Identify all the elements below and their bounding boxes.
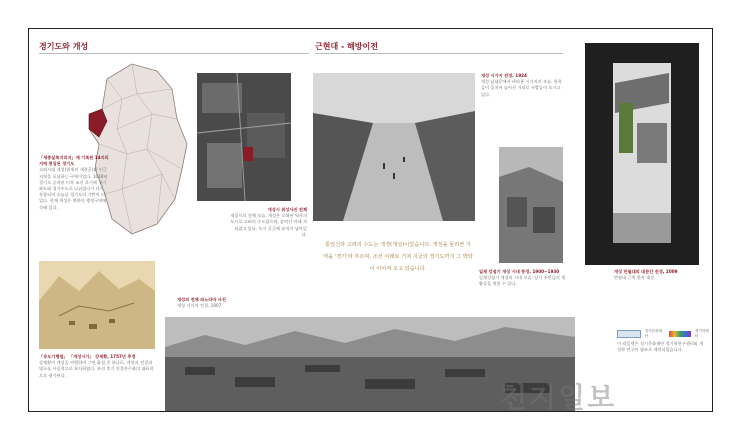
aerial-photo	[197, 73, 291, 201]
panorama-caption-body: 개성 시가지 전경, 1907	[177, 303, 222, 309]
map-caption-body: 고려시대 개성(현재의 개풍군)과 인근 지역을 포함하는 구역이었다. 1018년 경기로 승격된 이후 조선 초기에 경기좌도와 경기우도로 나뉘었다가 다시 통합되어 오늘날 경기도의 기반이 되었다. 현재 개성은 북한의 행정구역에 속해 있다.	[39, 167, 108, 210]
street-caption-body: 개성 남대문에서 바라본 시가지의 모습. 한옥들이 줄지어 늘어선 거리로 사람들이 오가고 있다.	[481, 79, 562, 97]
left-section-title: 경기도와 개성	[39, 41, 89, 51]
intro-text: 통일신라 고려의 수도는 개경(개성)이었습니다. 개성을 둘러싼 지역을 '경기'라 부르며, 조선 이래로 거쳐 지금의 경기도까지 그 맥락이 이어져 오고 있습니다.	[323, 242, 473, 272]
painting-caption-body: 강세황이 개성을 여행하며 그린 화첩 중 하나로, 개성의 전경과 명소를 사실적으로 묘사하였다. 조선 후기 진경산수화의 대표작으로 평가된다.	[39, 360, 154, 378]
door-caption-body: 만월대 근처 한옥 대문	[614, 275, 655, 281]
logo-row	[617, 329, 712, 339]
street-caption-heading: 개성 시가지 전경, 1924	[481, 73, 527, 78]
center-logo-icon	[669, 331, 691, 337]
house-caption-heading: 일제 강점기 개성 시내 풍경, 1900~1930	[479, 269, 560, 274]
street-caption	[481, 73, 565, 98]
street-photo	[313, 73, 475, 221]
old-painting	[39, 261, 155, 349]
houses-photo	[499, 147, 563, 263]
left-title-rule	[39, 53, 309, 54]
door-caption-heading: 개성 만월대의 대문간 전경, 2009	[614, 269, 678, 274]
map-caption	[39, 155, 109, 211]
door-caption	[614, 269, 704, 281]
house-caption	[479, 269, 567, 288]
right-title-rule	[315, 53, 563, 54]
house-caption-body: 일제강점기 개성의 시내 모습. 당시 주민들의 생활상을 엿볼 수 있다.	[479, 275, 566, 287]
aerial-caption-heading: 개성시 위성사진 전체	[267, 207, 307, 212]
gyeonggi-map	[77, 59, 192, 239]
panorama-caption-heading: 개성의 전체 파노라마 사진	[177, 297, 226, 302]
painting-caption	[39, 354, 157, 379]
aerial-caption	[229, 207, 307, 238]
right-section-title: 근현대 - 해방이전	[315, 41, 378, 51]
foundation-logo-icon	[617, 330, 641, 338]
leaflet-page	[28, 28, 713, 412]
aerial-caption-body: 개성시의 전체 모습. 개성은 오래된 역사의 도시로 고려의 수도였으며, 송악산 아래 자리잡고 있다. 도시 곳곳에 유적이 남아있다.	[230, 213, 307, 237]
map-caption-heading: 「세종실록지리지」에 기록된 14지리지에 편입된 경기도	[39, 155, 109, 167]
panorama-caption	[177, 297, 237, 309]
credits-text: 이 리플렛은 경기문화재단 경기학연구센터와 개성학 연구의 협조로 제작되었습니다.	[617, 341, 704, 353]
foundation-logo-text: 경기문화재단	[644, 329, 663, 338]
painting-caption-heading: 「송도기행첩」 「개성시가」 강세황, 1757년 추정	[39, 354, 136, 359]
watermark-text: 천지일보	[500, 381, 617, 414]
center-logo-text: 경기학센터	[694, 329, 709, 338]
gate-photo	[585, 43, 699, 265]
